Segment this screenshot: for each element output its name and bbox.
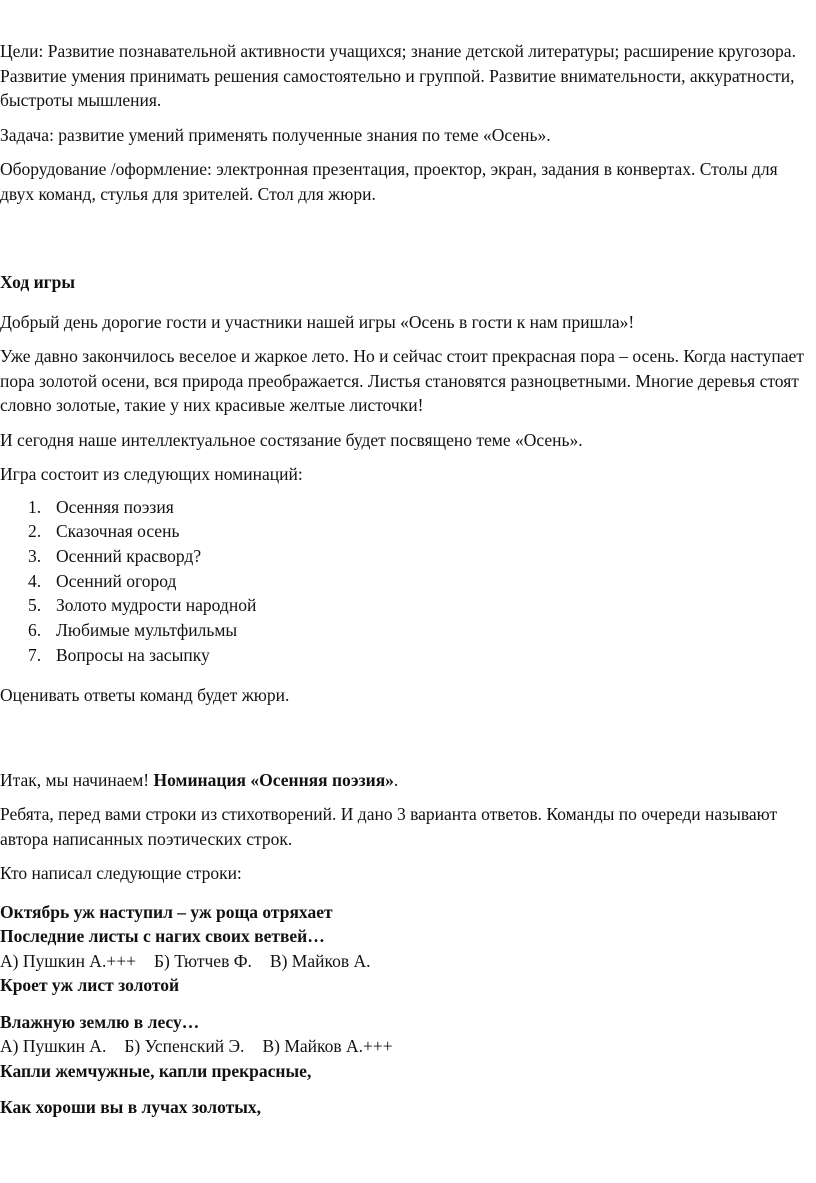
nominations-intro: Игра состоит из следующих номинаций: xyxy=(0,464,303,484)
jury-paragraph: Оценивать ответы команд будет жюри. xyxy=(0,685,290,706)
instructions-paragraph: Ребята, перед вами строки из стихотворений. И дано 3 варианта ответов. Команды по очереди называют автора написанных поэтических строк. xyxy=(0,804,778,849)
poem-line: Октябрь уж наступил – уж роща отряхает xyxy=(0,901,333,922)
poem-line: Как хороши вы в лучах золотых, xyxy=(0,1097,262,1118)
game-heading: Ход игры xyxy=(0,272,75,292)
poem-line: Последние листы с нагих своих ветвей… xyxy=(0,926,325,947)
answer-option-b: Б) Успенский Э. xyxy=(124,1036,245,1057)
nominations-list xyxy=(0,495,816,668)
list-item: 5. Золото мудрости народной xyxy=(28,595,257,616)
poetry-start-paragraph: Итак, мы начинаем! Номинация «Осенняя поэзия». xyxy=(0,769,399,790)
poem-line: Капли жемчужные, капли прекрасные, xyxy=(0,1060,312,1081)
answer-option-c: В) Майков А.+++ xyxy=(262,1036,393,1057)
answer-option-c: В) Майков А. xyxy=(269,950,371,971)
list-item: 4. Осенний огород xyxy=(28,570,177,591)
poem-question-2 xyxy=(0,1010,816,1084)
answer-options xyxy=(0,1034,816,1059)
list-item: 1. Осенняя поэзия xyxy=(28,496,174,517)
answer-option-a: А) Пушкин А. xyxy=(0,1036,107,1057)
list-item: 7. Вопросы на засыпку xyxy=(28,644,210,665)
list-item: 3. Осенний красворд? xyxy=(28,545,202,566)
poem-line: Кроет уж лист золотой xyxy=(0,975,180,996)
answer-options xyxy=(0,949,816,974)
equipment-paragraph: Оборудование /оформление: электронная презентация, проектор, экран, задания в конвертах. Столы для двух команд, стулья для зрителей. Стол для жюри. xyxy=(0,159,778,204)
answer-option-a: А) Пушкин А.+++ xyxy=(0,950,136,971)
answer-option-b: Б) Тютчев Ф. xyxy=(153,950,252,971)
nomination-title: Номинация «Осенняя поэзия» xyxy=(153,769,394,790)
description-paragraph: Уже давно закончилось веселое и жаркое лето. Но и сейчас стоит прекрасная пора – осень. Когда наступает пора золотой осени, вся природа преображается. Листья становятся разноцветными. Многие деревья стоят словно золотые, такие у них красивые желтые листочки! xyxy=(0,346,804,415)
greeting-paragraph: Добрый день дорогие гости и участники нашей игры «Осень в гости к нам пришла»! xyxy=(0,311,635,332)
goals-paragraph: Цели: Развитие познавательной активности учащихся; знание детской литературы; расширение кругозора. Развитие умения принимать решения самостоятельно и группой. Развитие внимательности, аккуратности, быстроты мышления. xyxy=(0,41,796,110)
poem-line: Влажную землю в лесу… xyxy=(0,1011,200,1032)
topic-paragraph: И сегодня наше интеллектуальное состязание будет посвящено теме «Осень». xyxy=(0,429,583,450)
task-paragraph: Задача: развитие умений применять полученные знания по теме «Осень». xyxy=(0,124,551,145)
poem-question-3 xyxy=(0,1095,816,1120)
poem-question-1 xyxy=(0,900,816,998)
list-item: 6. Любимые мультфильмы xyxy=(28,619,238,640)
list-item: 2. Сказочная осень xyxy=(28,521,180,542)
question-paragraph: Кто написал следующие строки: xyxy=(0,863,242,884)
